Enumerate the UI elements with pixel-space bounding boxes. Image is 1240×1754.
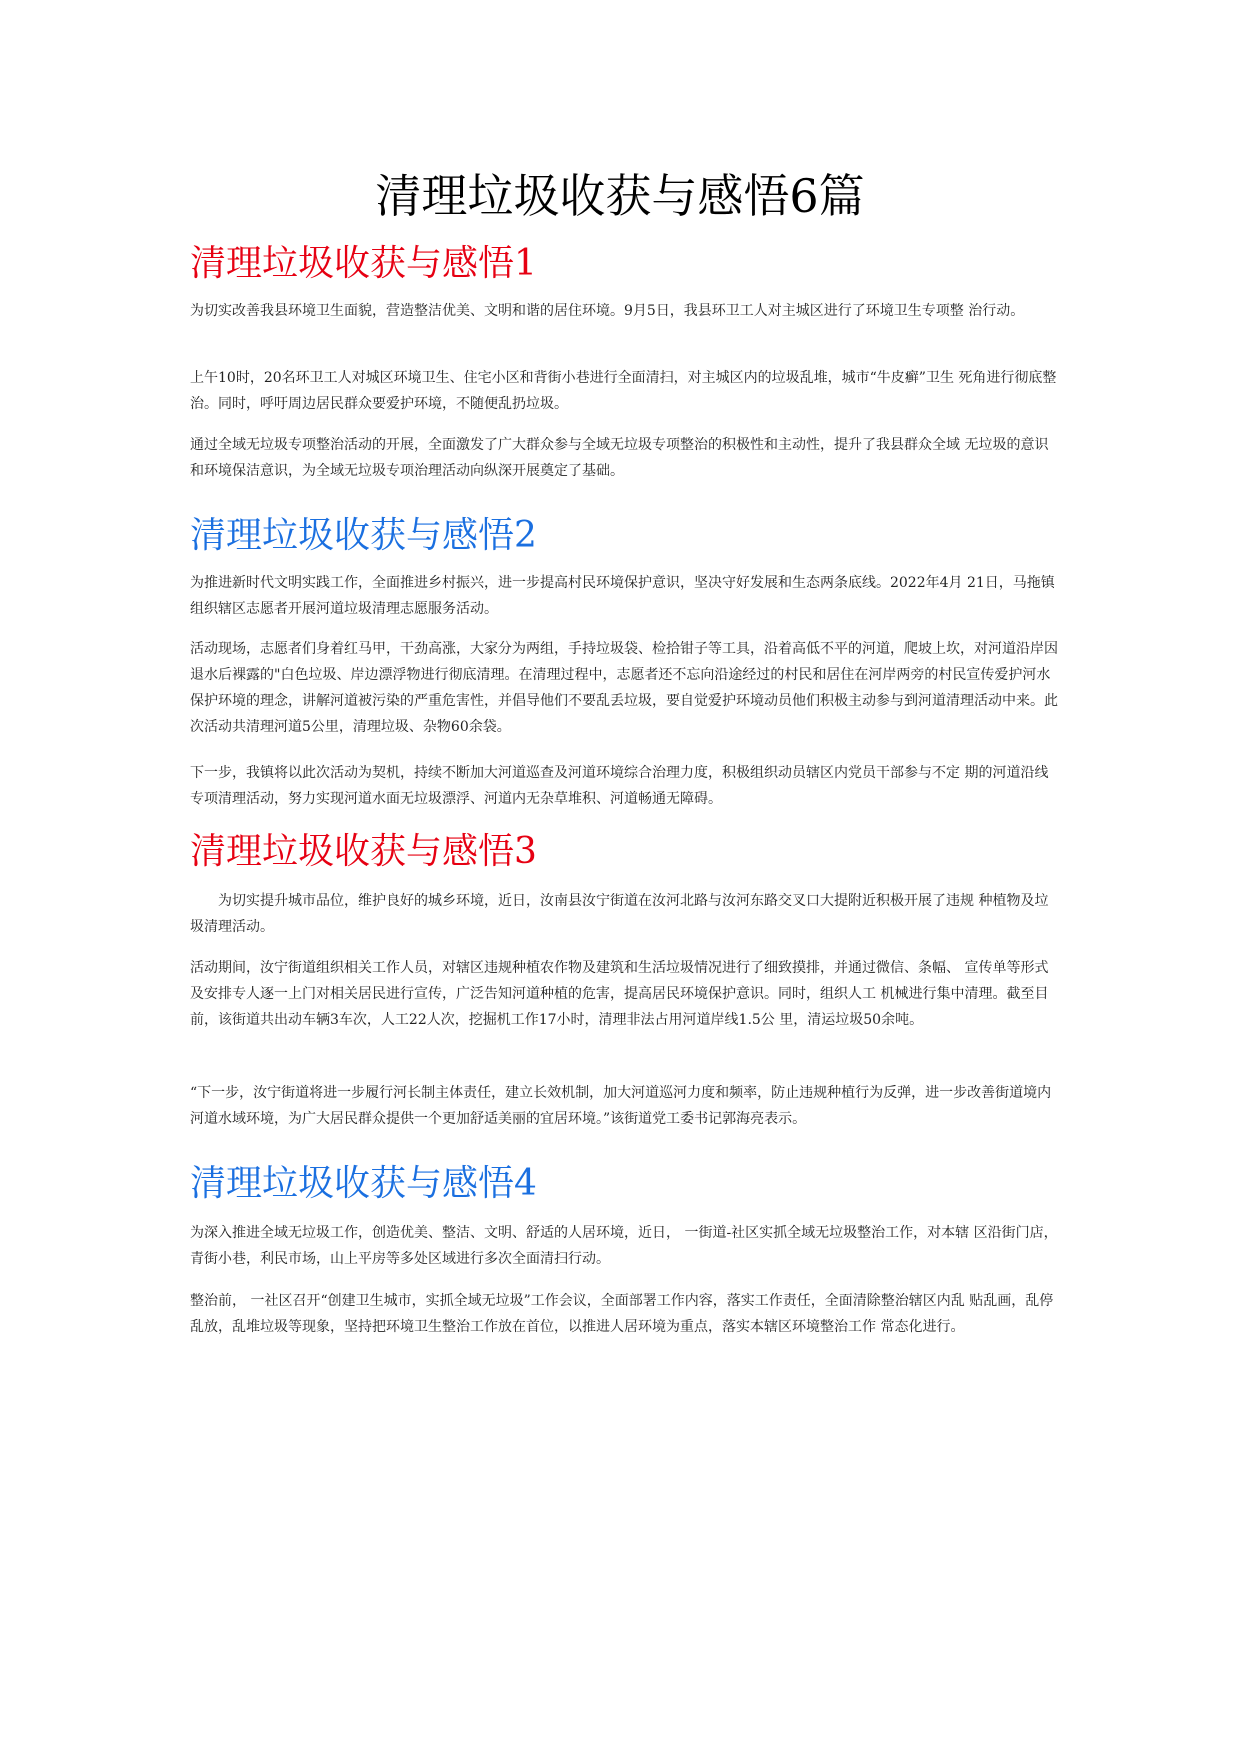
section-1-heading: 清理垃圾收获与感悟1 (190, 243, 537, 284)
document-title: 清理垃圾收获与感悟6篇 (375, 169, 865, 223)
section-3-paragraph-3: “下一步，汝宁街道将进一步履行河长制主体责任，建立长效机制，加大河道巡河力度和频率，防止违规种植行为反弹，进一步改善街道境内河道水域环境，为广大居民群众提供一个更加舒适美丽的宜居环境。”该街道党工委书记郭海亮表示。 (190, 1085, 1052, 1127)
section-1-paragraph-1: 为切实改善我县环境卫生面貌，营造整洁优美、文明和谐的居住环境。9月5日，我县环卫工人对主城区进行了环境卫生专项整 治行动。 (190, 303, 1025, 319)
section-3-paragraph-2: 活动期间，汝宁街道组织相关工作人员，对辖区违规种植农作物及建筑和生活垃圾情况进行了细致摸排，并通过微信、条幅、 宣传单等形式及安排专人逐一上门对相关居民进行宣传，广泛告知河道种植的危害，提高居民环境保护意识。同时，组织人工 机械进行集中清理。截至目前，该街道共出动车辆3车次，人工22人次，挖掘机工作17小时，清理非法占用河道岸线1.5公 里，清运垃圾50余吨。 (190, 960, 1049, 1028)
section-3-paragraph-1: 为切实提升城市品位，维护良好的城乡环境，近日，汝南县汝宁街道在汝河北路与汝河东路交叉口大提附近积极开展了违规 种植物及垃圾清理活动。 (190, 893, 1049, 935)
section-4-heading: 清理垃圾收获与感悟4 (190, 1163, 537, 1204)
section-1-paragraph-2: 上午10时，20名环卫工人对城区环境卫生、住宅小区和背街小巷进行全面清扫，对主城区内的垃圾乱堆，城市“牛皮癣”卫生 死角进行彻底整治。同时，呼吁周边居民群众要爱护环境，不随便乱扔垃圾。 (190, 370, 1057, 412)
section-4-paragraph-1: 为深入推进全域无垃圾工作，创造优美、整洁、文明、舒适的人居环境，近日， 一街道-社区实抓全域无垃圾整治工作，对本辖 区沿街门店，青街小巷，利民市场，山上平房等多处区域进行多次全面清扫行动。 (190, 1225, 1058, 1267)
section-2-paragraph-1: 为推进新时代文明实践工作，全面推进乡村振兴，进一步提高村民环境保护意识，坚决守好发展和生态两条底线。2022年4月 21日，马拖镇组织辖区志愿者开展河道垃圾清理志愿服务活动。 (190, 575, 1055, 617)
section-2-heading: 清理垃圾收获与感悟2 (190, 515, 537, 556)
section-2-paragraph-2: 活动现场，志愿者们身着红马甲，干劲高涨，大家分为两组，手持垃圾袋、检拾钳子等工具，沿着高低不平的河道，爬坡上坎，对河道沿岸因退水后裸露的"白色垃圾、岸边漂浮物进行彻底清理。在清理过程中，志愿者还不忘向沿途经过的村民和居住在河岸两旁的村民宣传爱护河水保护环境的理念，讲解河道被污染的严重危害性，并倡导他们不要乱丢垃圾，要自觉爱护环境动员他们积极主动参与到河道清理活动中来。此次活动共清理河道5公里，清理垃圾、杂物60余袋。 (190, 641, 1058, 735)
section-3-heading: 清理垃圾收获与感悟3 (190, 831, 537, 872)
section-2-paragraph-3: 下一步，我镇将以此次活动为契机，持续不断加大河道巡查及河道环境综合治理力度，积极组织动员辖区内党员干部参与不定 期的河道沿线专项清理活动，努力实现河道水面无垃圾漂浮、河道内无杂草堆积、河道畅通无障碍。 (190, 765, 1049, 807)
section-1-paragraph-3: 通过全域无垃圾专项整治活动的开展，全面激发了广大群众参与全域无垃圾专项整治的积极性和主动性，提升了我县群众全域 无垃圾的意识和环境保洁意识，为全域无垃圾专项治理活动向纵深开展奠定了基础。 (190, 437, 1049, 479)
section-4-paragraph-2: 整治前， 一社区召开“创建卫生城市，实抓全域无垃圾”工作会议，全面部署工作内容，落实工作责任，全面清除整治辖区内乱 贴乱画，乱停乱放，乱堆垃圾等现象，坚持把环境卫生整治工作放在首位，以推进人居环境为重点，落实本辖区环境整治工作 常态化进行。 (190, 1293, 1054, 1335)
